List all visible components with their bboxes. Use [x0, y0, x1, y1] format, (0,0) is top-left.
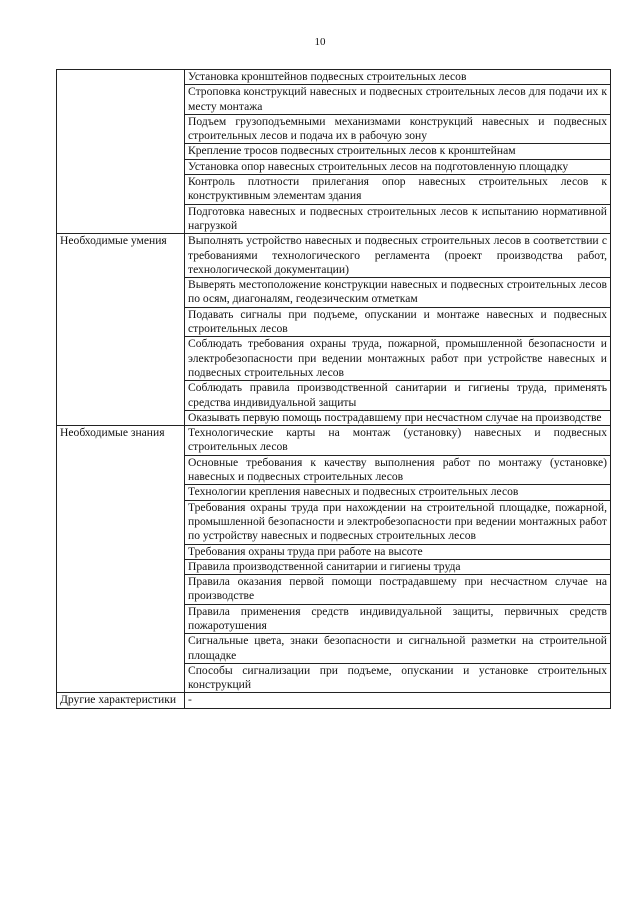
requirement-cell: Контроль плотности прилегания опор навесных строительных лесов к конструктивным элементам здания [185, 175, 611, 205]
requirement-cell: Соблюдать требования охраны труда, пожарной, промышленной безопасности и электробезопасности при ведении монтажных работ при устройстве навесных и подвесных строительных лесов [185, 337, 611, 381]
requirement-cell: Правила оказания первой помощи пострадавшему при несчастном случае на производстве [185, 575, 611, 605]
requirement-cell: Выполнять устройство навесных и подвесных строительных лесов в соответствии с требованиями технологического регламента (проект производства работ, технологической документации) [185, 234, 611, 278]
requirement-cell: Требования охраны труда при работе на высоте [185, 544, 611, 559]
requirement-cell: Правила производственной санитарии и гигиены труда [185, 559, 611, 574]
requirement-cell: Основные требования к качеству выполнения работ по монтажу (установке) навесных и подвесных строительных лесов [185, 455, 611, 485]
labor-functions-table [56, 69, 611, 709]
requirement-cell: - [185, 693, 611, 708]
requirement-cell: Установка опор навесных строительных лесов на подготовленную площадку [185, 159, 611, 174]
requirement-cell: Подготовка навесных и подвесных строительных лесов к испытанию нормативной нагрузкой [185, 204, 611, 234]
requirement-cell: Соблюдать правила производственной санитарии и гигиены труда, применять средства индивидуальной защиты [185, 381, 611, 411]
page-number: 10 [314, 36, 326, 48]
category-cell: Другие характеристики [57, 693, 185, 708]
category-cell: Необходимые умения [57, 234, 185, 426]
requirement-cell: Сигнальные цвета, знаки безопасности и сигнальной разметки на строительной площадке [185, 634, 611, 664]
category-cell: Необходимые знания [57, 426, 185, 693]
requirement-cell: Подавать сигналы при подъеме, опускании и монтаже навесных и подвесных строительных лесов [185, 307, 611, 337]
table-row [57, 426, 611, 456]
requirement-cell: Технологические карты на монтаж (установку) навесных и подвесных строительных лесов [185, 426, 611, 456]
requirement-cell: Способы сигнализации при подъеме, опускании и установке строительных конструкций [185, 663, 611, 693]
requirement-cell: Технологии крепления навесных и подвесных строительных лесов [185, 485, 611, 500]
table-row [57, 234, 611, 278]
requirement-cell: Выверять местоположение конструкции навесных и подвесных строительных лесов по осям, диагоналям, геодезическим отметкам [185, 278, 611, 308]
requirement-cell: Оказывать первую помощь пострадавшему при несчастном случае на производстве [185, 410, 611, 425]
table-row [57, 70, 611, 85]
requirement-cell: Строповка конструкций навесных и подвесных строительных лесов для подачи их к месту монтажа [185, 85, 611, 115]
requirement-cell: Требования охраны труда при нахождении на строительной площадке, пожарной, промышленной безопасности и электробезопасности при ведении монтажных работ по устройству навесных и подвесных строительных лесов [185, 500, 611, 544]
table-body [57, 70, 611, 709]
category-cell [57, 70, 185, 234]
requirement-cell: Подъем грузоподъемными механизмами конструкций навесных и подвесных строительных лесов и подача их в рабочую зону [185, 114, 611, 144]
requirement-cell: Крепление тросов подвесных строительных лесов к кронштейнам [185, 144, 611, 159]
table-row [57, 693, 611, 708]
requirement-cell: Правила применения средств индивидуальной защиты, первичных средств пожаротушения [185, 604, 611, 634]
requirement-cell: Установка кронштейнов подвесных строительных лесов [185, 70, 611, 85]
